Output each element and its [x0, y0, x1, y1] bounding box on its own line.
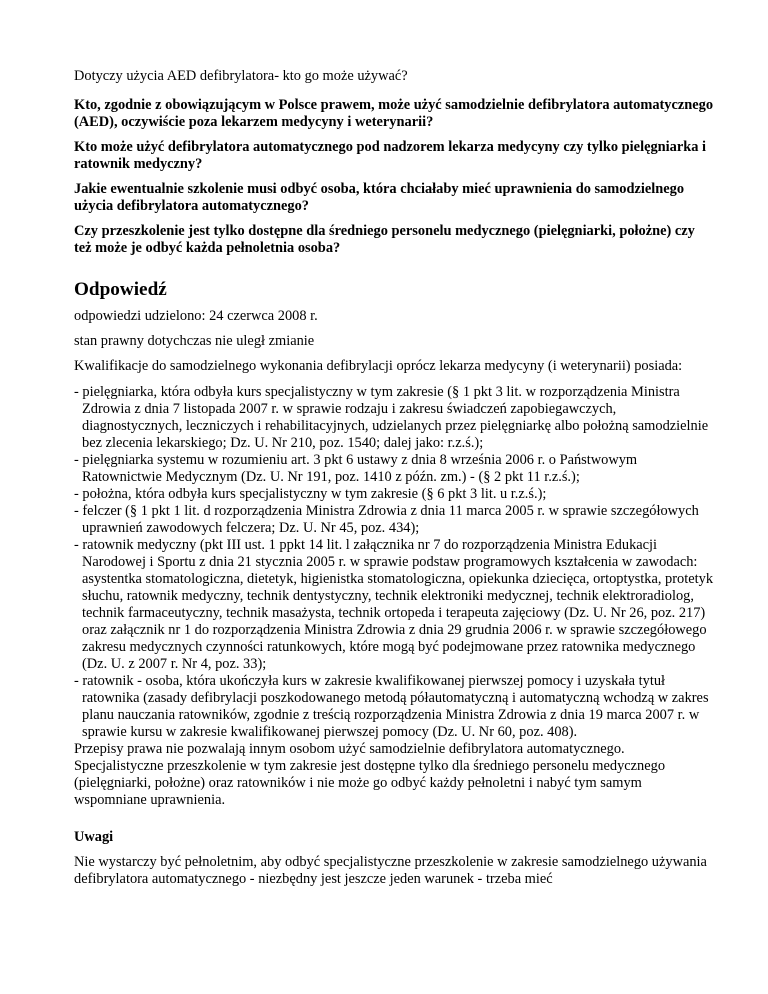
notes-paragraph: Nie wystarczy być pełnoletnim, aby odbyć specjalistyczne przeszkolenie w zakresie samodzielnego używania defibrylatora automatycznego - niezbędny jest jeszcze jeden warunek - trzeba mieć [74, 854, 707, 887]
notes-heading: Uwagi [74, 829, 114, 845]
qualifications-list [74, 384, 714, 809]
question-3: Jakie ewentualnie szkolenie musi odbyć osoba, która chciałaby mieć uprawnienia do samodzielnego użycia defibrylatora automatycznego? [74, 181, 685, 214]
question-4: Czy przeszkolenie jest tylko dostępne dla średniego personelu medycznego (pielęgniarki, położne) czy też może je odbyć każda pełnoletnia osoba? [74, 223, 695, 256]
legal-state: stan prawny dotychczas nie uległ zmianie [74, 333, 315, 349]
list-item: - ratownik - osoba, która ukończyła kurs w zakresie kwalifikowanej pierwszej pomocy i uzyskała tytuł ratownika (zasady defibrylacji poszkodowanego metodą półautomatyczną i automatyczną wchodzą w zakres planu nauczania ratowników, zgodnie z treścią rozporządzenia Ministra Zdrowia z dnia 19 marca 2007 r. w sprawie kursu w zakresie kwalifikowanej pierwszej pomocy (Dz. U. Nr 60, poz. 408). [74, 673, 709, 740]
qualifications-lead: Kwalifikacje do samodzielnego wykonania defibrylacji oprócz lekarza medycyny (i weterynarii) posiada: [74, 358, 683, 374]
question-1: Kto, zgodnie z obowiązującym w Polsce prawem, może użyć samodzielnie defibrylatora automatycznego (AED), oczywiście poza lekarzem medycyny i weterynarii? [74, 97, 714, 130]
list-item: - pielęgniarka, która odbyła kurs specjalistyczny w tym zakresie (§ 1 pkt 3 lit. w rozporządzenia Ministra Zdrowia z dnia 7 listopada 2007 r. w sprawie rodzaju i zakresu świadczeń zapobiegawczych, diagnostycznych, leczniczych i rehabilitacyjnych, udzielanych przez pielęgniarkę albo położną samodzielnie bez zlecenia lekarskiego; Dz. U. Nr 210, poz. 1540; dalej jako: r.z.ś.); [74, 384, 709, 451]
answer-heading: Odpowiedź [74, 279, 167, 300]
question-2: Kto może użyć defibrylatora automatycznego pod nadzorem lekarza medycyny czy tylko pielęgniarka i ratownik medyczny? [74, 139, 707, 172]
list-item: - pielęgniarka systemu w rozumieniu art. 3 pkt 6 ustawy z dnia 8 września 2006 r. o Państwowym Ratownictwie Medycznym (Dz. U. Nr 191, poz. 1410 z późn. zm.) - (§ 2 pkt 11 r.z.ś.); [74, 452, 638, 485]
answer-date: odpowiedzi udzielono: 24 czerwca 2008 r. [74, 308, 318, 324]
list-item: - felczer (§ 1 pkt 1 lit. d rozporządzenia Ministra Zdrowia z dnia 11 marca 2005 r. w sprawie szczegółowych uprawnień zawodowych felczera; Dz. U. Nr 45, poz. 434); [74, 503, 699, 536]
list-item: - położna, która odbyła kurs specjalistyczny w tym zakresie (§ 6 pkt 3 lit. u r.z.ś.); [74, 486, 547, 502]
intro-line: Dotyczy użycia AED defibrylatora- kto go może używać? [74, 68, 408, 84]
list-item: - ratownik medyczny (pkt III ust. 1 ppkt 14 lit. l załącznika nr 7 do rozporządzenia Ministra Edukacji Narodowej i Sportu z dnia 21 stycznia 2005 r. w sprawie podstaw programowych kształcenia w zawodach: asystentka stomatologiczna, dietetyk, higienistka stomatologiczna, opiekunka dziecięca, ortoptystka, protetyk słuchu, ratownik medyczny, technik dentystyczny, technik elektroniki medycznej, technik elektroradiolog, technik farmaceutyczny, technik masażysta, technik ortopeda i terapeuta zajęciowy (Dz. U. Nr 26, poz. 217) oraz załącznik nr 1 do rozporządzenia Ministra Zdrowia z dnia 29 grudnia 2006 r. w sprawie szczegółowego zakresu medycznych czynności ratunkowych, które mogą być podejmowane przez ratownika medycznego (Dz. U. z 2007 r. Nr 4, poz. 33); [74, 537, 714, 672]
conclusion-paragraph: Przepisy prawa nie pozwalają innym osobom użyć samodzielnie defibrylatora automatycznego. Specjalistyczne przeszkolenie w tym zakresie jest dostępne tylko dla średniego personelu medycznego (pielęgniarki, położne) oraz ratowników i nie może go odbyć każdy pełnoletni i nabyć tym samym wspomniane uprawnienia. [74, 741, 666, 808]
document-page [74, 58, 714, 888]
